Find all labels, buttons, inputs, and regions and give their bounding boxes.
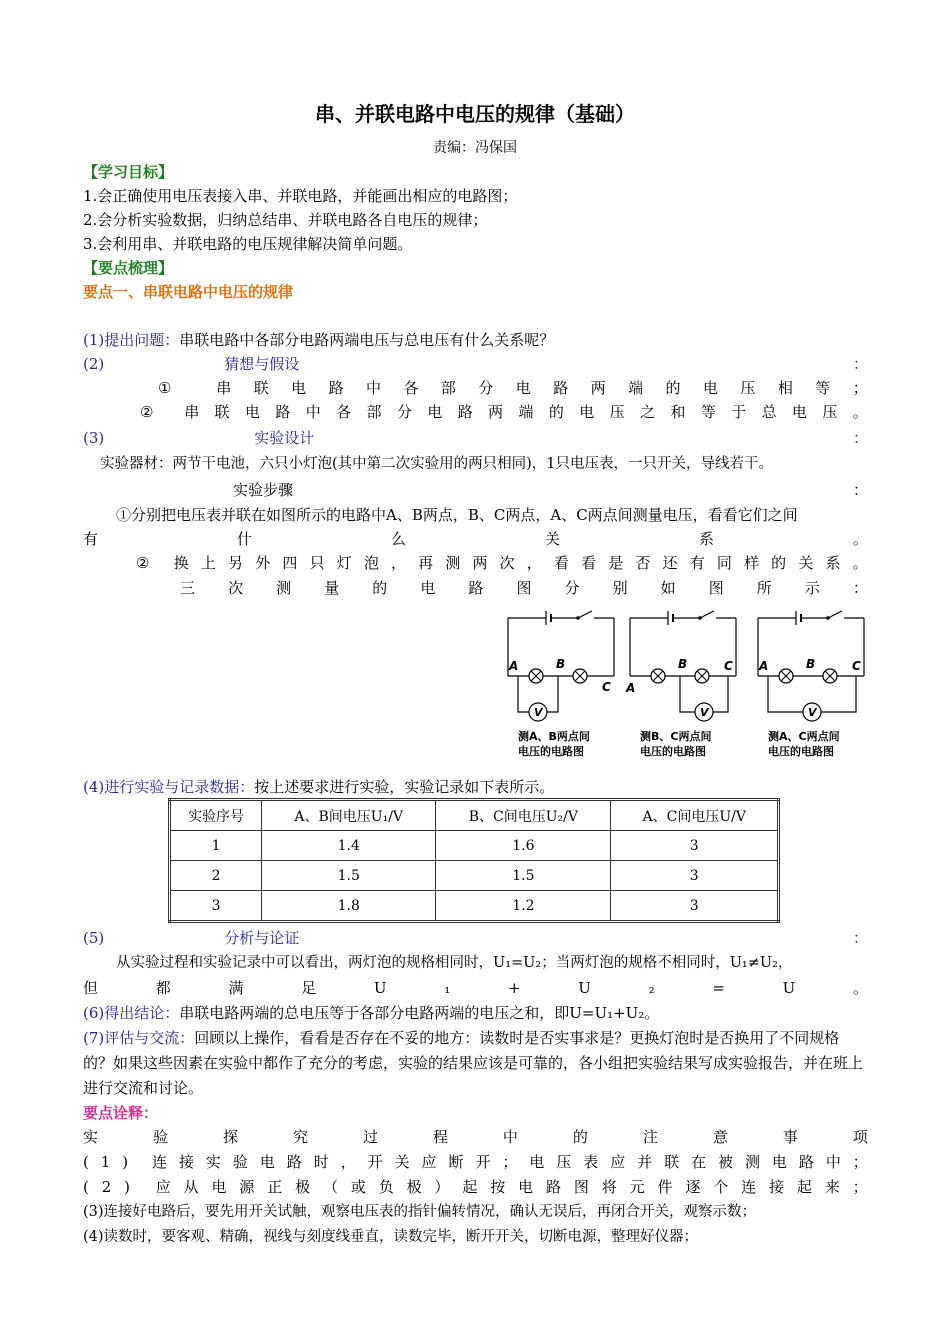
node-label-a: A [626, 681, 636, 695]
q7-text: 回顾以上操作，看看是否存在不妥的地方：读数时是否实事求是？更换灯泡时是否换用了不同规格的？如果这些因素在实验中都作了充分的考虑，实验的结果应该是可靠的，各小组把实验结果写成实验报告，并在班上进行交流和讨论。 [83, 1029, 864, 1097]
table-cell: 3 [611, 861, 779, 891]
table-row [170, 891, 779, 922]
table-row [170, 861, 779, 891]
figures-intro: 三 次 测 量 的 电 路 图 分 别 如 图 所 示 ： [180, 579, 868, 597]
data-table [168, 798, 780, 923]
voltmeter-wire [680, 676, 695, 712]
page-title: 串、并联电路中电压的规律（基础） [315, 102, 635, 126]
circuit-diagram-3 [758, 611, 864, 758]
q3-colon: ： [852, 429, 868, 447]
table-row [170, 831, 779, 861]
q5-colon: ： [852, 929, 868, 947]
table-cell: 3 [611, 831, 779, 861]
circuit-diagram-1 [508, 611, 614, 758]
circuit-diagrams [500, 604, 872, 764]
points-heading: 【要点梳理】 [83, 259, 174, 277]
circuit-diagram-2 [625, 611, 736, 758]
analysis-a: 从实验过程和实验记录中可以看出，两灯泡的规格相同时，U₁=U₂；当两灯泡的规格不相同时，U₁≠U₂， [116, 955, 793, 971]
question-1 [83, 328, 868, 352]
table-cell: 1.6 [436, 831, 611, 861]
table-cell: 1.2 [436, 891, 611, 922]
q6-label: (6)得出结论： [83, 1004, 180, 1022]
goals-heading: 【学习目标】 [83, 163, 174, 181]
node-label-c: C [602, 680, 611, 694]
node-label-b: B [806, 657, 816, 671]
note-heading: 要点诠释： [83, 1104, 159, 1122]
analysis-b: 但 都 满 足 U ₁ + U ₂ = U 。 [83, 979, 868, 997]
voltmeter-label: V [534, 706, 543, 719]
voltmeter-wire [547, 676, 558, 712]
steps-title-line [83, 478, 868, 502]
table-cell: 1 [170, 831, 262, 861]
q5-title: 分析与论证 [224, 929, 300, 947]
q3-label: (3) [83, 429, 105, 447]
q7-label: (7)评估与交流： [83, 1029, 195, 1047]
point1-heading: 要点一、串联电路中电压的规律 [83, 283, 294, 301]
step-2: ② 换 上 另 外 四 只 灯 泡 ， 再 测 两 次 ， 看 看 是 否 还 有 同 样 的 关 系 。 [136, 554, 868, 572]
q4-text: 按上述要求进行实验，实验记录如下表所示。 [254, 778, 555, 796]
question-5 [83, 926, 868, 950]
table-cell: 3 [170, 891, 262, 922]
q2-label: (2) [83, 355, 105, 373]
note-item: ( 2 ) 应 从 电 源 正 极 （ 或 负 极 ） 起 按 电 路 图 将 元 件 逐 个 连 接 起 来 ； [83, 1178, 868, 1196]
goal-item: 2.会分析实验数据，归纳总结串、并联电路各自电压的规律； [83, 211, 488, 229]
note-item: ( 1 ) 连 接 实 验 电 路 时 ， 开 关 应 断 开 ； 电 压 表 应 并 联 在 被 测 电 路 中 ； [83, 1153, 868, 1171]
circuit-caption: 电压的电路图 [640, 745, 706, 758]
note-item: (3)连接好电路后，要先用开关试触，观察电压表的指针偏转情况，确认无误后，再闭合开关，观察示数； [83, 1204, 757, 1220]
voltmeter-wire [518, 676, 529, 712]
node-label-b: B [556, 657, 566, 671]
node-label-a: A [759, 659, 769, 673]
circuit-caption: 测A、C两点间 [768, 730, 840, 743]
q1-text: 串联电路中各部分电路两端电压与总电压有什么关系呢？ [179, 331, 555, 349]
table-cell: 1.5 [262, 861, 436, 891]
switch-contact [576, 616, 580, 620]
switch-contact [826, 616, 830, 620]
q2-colon: ： [852, 355, 868, 373]
equipment: 实验器材：两节干电池，六只小灯泡(其中第二次实验用的两只相同)，1只电压表，一只开关，导线若干。 [100, 456, 774, 472]
q5-label: (5) [83, 929, 105, 947]
steps-colon: ： [852, 481, 868, 499]
question-2 [83, 352, 868, 376]
node-label-c: C [724, 659, 733, 673]
step-1a: ①分别把电压表并联在如图所示的电路中A、B两点，B、C两点，A、C两点间测量电压，看看它们之间 [116, 506, 798, 524]
question-7 [83, 1026, 868, 1101]
goal-item: 3.会利用串、并联电路的电压规律解决简单问题。 [83, 235, 413, 253]
circuit-caption: 电压的电路图 [518, 745, 584, 758]
question-6 [83, 1001, 868, 1025]
goal-item: 1.会正确使用电压表接入串、并联电路，并能画出相应的电路图； [83, 187, 518, 205]
node-label-b: B [678, 657, 688, 671]
switch-icon [578, 611, 592, 618]
table-cell: 1.4 [262, 831, 436, 861]
table-header-row [170, 800, 779, 831]
switch-icon [828, 611, 842, 618]
note-title: 实 验 探 究 过 程 中 的 注 意 事 项 [83, 1128, 868, 1146]
q2-title: 猜想与假设 [224, 355, 300, 373]
question-3 [83, 426, 868, 450]
node-label-a: A [509, 659, 519, 673]
hypothesis-1: ① 串 联 电 路 中 各 部 分 电 路 两 端 的 电 压 相 等 ； [158, 379, 868, 397]
table-cell: 3 [611, 891, 779, 922]
steps-title: 实验步骤 [233, 481, 294, 499]
table-header: B、C间电压U₂/V [436, 800, 611, 831]
table-header: 实验序号 [170, 800, 262, 831]
node-label-c: C [852, 659, 861, 673]
author-line: 责编：冯保国 [433, 140, 517, 156]
q1-label: (1)提出问题： [83, 331, 180, 349]
q3-title: 实验设计 [254, 429, 315, 447]
hypothesis-2: ② 串 联 电 路 中 各 部 分 电 路 两 端 的 电 压 之 和 等 于 总 电 压 。 [140, 403, 868, 421]
q6-text: 串联电路两端的总电压等于各部分电路两端的电压之和，即U=U₁+U₂。 [179, 1004, 660, 1022]
switch-contact [698, 616, 702, 620]
table-header: A、C间电压U/V [611, 800, 779, 831]
note-item: (4)读数时，要客观、精确，视线与刻度线垂直，读数完毕，断开开关，切断电源，整理好仪器； [83, 1229, 699, 1245]
switch-icon [700, 611, 714, 618]
circuit-caption: 电压的电路图 [768, 745, 834, 758]
question-4 [83, 775, 868, 799]
voltmeter-label: V [808, 706, 817, 719]
circuit-caption: 测A、B两点间 [518, 730, 590, 743]
circuit-caption: 测B、C两点间 [640, 730, 712, 743]
q4-label: (4)进行实验与记录数据： [83, 778, 255, 796]
table-cell: 1.5 [436, 861, 611, 891]
table-header: A、B间电压U₁/V [262, 800, 436, 831]
step-1b: 有 什 么 关 系 。 [83, 530, 868, 548]
table-cell: 2 [170, 861, 262, 891]
voltmeter-label: V [700, 706, 709, 719]
voltmeter-wire [713, 676, 728, 712]
table-cell: 1.8 [262, 891, 436, 922]
